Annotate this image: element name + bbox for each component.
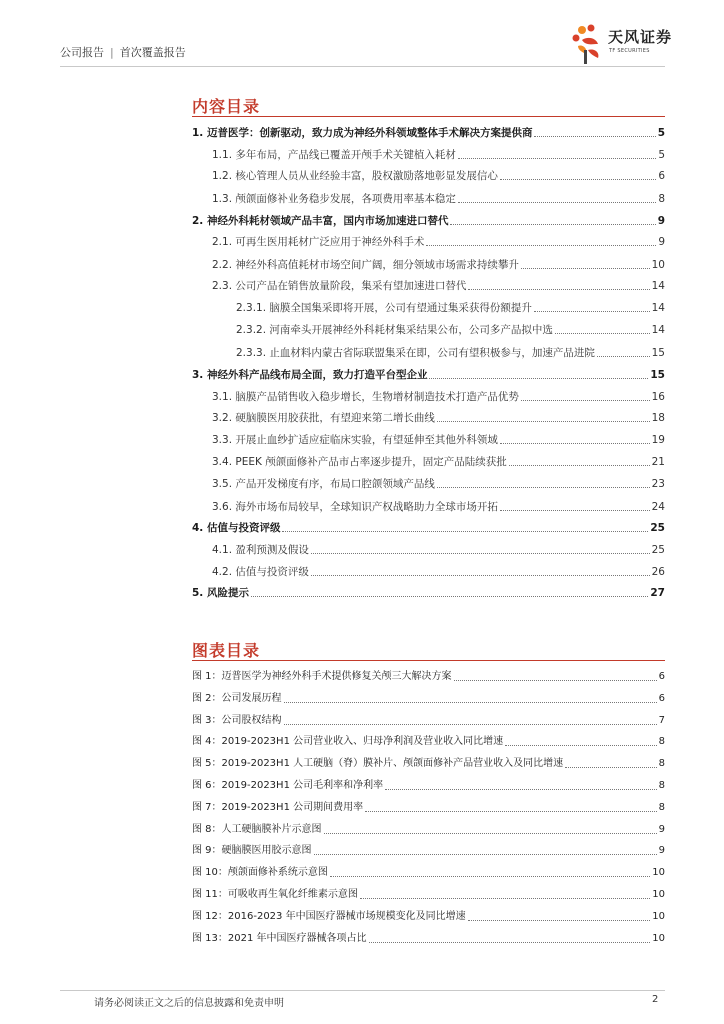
entry-page-number: 9 bbox=[658, 236, 665, 248]
entry-page-number: 8 bbox=[658, 801, 665, 813]
entry-label: 图 12：2016-2023 年中国医疗器械市场规模变化及同比增速 bbox=[192, 910, 466, 922]
entry-page-number: 7 bbox=[658, 714, 665, 726]
dot-leader bbox=[509, 464, 650, 466]
entry-label: 图 6：2019-2023H1 公司毛利率和净利率 bbox=[192, 780, 384, 791]
entry-label: 图 1：迈普医学为神经外科手术提供修复关颅三大解决方案 bbox=[192, 671, 452, 682]
figure-entry[interactable] bbox=[192, 819, 665, 837]
report-header bbox=[60, 44, 186, 60]
dot-leader bbox=[521, 399, 650, 401]
entry-page-number: 15 bbox=[651, 347, 665, 359]
page-number: 2 bbox=[652, 994, 659, 1005]
dot-leader bbox=[369, 941, 651, 943]
entry-label: 3.5. 产品开发梯度有序，布局口腔颌领域产品线 bbox=[212, 478, 435, 490]
entry-page-number: 25 bbox=[650, 522, 665, 534]
entry-label: 3.3. 开展止血纱扩适应症临床实验，有望延伸至其他外科领域 bbox=[212, 434, 498, 446]
entry-label: 3. 神经外科产品线布局全面，致力打造平台型企业 bbox=[192, 369, 428, 381]
toc-entry[interactable] bbox=[212, 275, 665, 293]
dot-leader bbox=[450, 223, 655, 225]
toc-entry[interactable] bbox=[192, 582, 665, 600]
header-divider bbox=[60, 66, 665, 67]
figure-entry[interactable] bbox=[192, 775, 665, 793]
toc-entry[interactable] bbox=[192, 210, 665, 228]
entry-label: 图 11：可吸收再生氧化纤维素示意图 bbox=[192, 889, 358, 900]
entry-page-number: 24 bbox=[651, 501, 665, 513]
entry-label: 3.1. 脑膜产品销售收入稳步增长，生物增材制造技术打造产品优势 bbox=[212, 391, 519, 403]
entry-label: 1.1. 多年布局，产品线已覆盖开颅手术关键植入耗材 bbox=[212, 149, 456, 161]
entry-label: 5. 风险提示 bbox=[192, 587, 249, 599]
dot-leader bbox=[534, 135, 655, 137]
entry-label: 图 13：2021 年中国医疗器械各项占比 bbox=[192, 932, 367, 944]
dot-leader bbox=[311, 552, 650, 554]
entry-label: 2.3.3. 止血材料内蒙古省际联盟集采在即，公司有望积极参与，加速产品进院 bbox=[236, 347, 595, 359]
entry-label: 2.1. 可再生医用耗材广泛应用于神经外科手术 bbox=[212, 236, 425, 248]
toc-entry[interactable] bbox=[212, 473, 665, 491]
entry-page-number: 14 bbox=[651, 280, 665, 292]
entry-label: 3.4. PEEK 颅颌面修补产品市占率逐步提升，固定产品陆续获批 bbox=[212, 456, 507, 468]
entry-page-number: 10 bbox=[651, 259, 665, 271]
dot-leader bbox=[458, 201, 656, 203]
entry-label: 4.1. 盈利预测及假设 bbox=[212, 544, 309, 556]
entry-label: 图 10：颅颌面修补系统示意图 bbox=[192, 867, 328, 879]
entry-page-number: 8 bbox=[658, 193, 665, 205]
entry-label: 4. 估值与投资评级 bbox=[192, 522, 281, 534]
figure-entry[interactable] bbox=[192, 797, 665, 815]
dot-leader bbox=[500, 509, 650, 511]
figures-title: 图表目录 bbox=[192, 641, 261, 660]
dot-leader bbox=[251, 595, 648, 597]
toc-entry[interactable] bbox=[212, 496, 665, 514]
entry-label: 图 3：公司股权结构 bbox=[192, 714, 282, 726]
dot-leader bbox=[597, 355, 650, 357]
dot-leader bbox=[454, 679, 657, 681]
entry-label: 2. 神经外科耗材领域产品丰富，国内市场加速进口替代 bbox=[192, 215, 449, 227]
entry-page-number: 9 bbox=[658, 823, 665, 835]
toc-entry[interactable] bbox=[212, 429, 665, 447]
toc-entry[interactable] bbox=[212, 254, 665, 272]
entry-label: 图 7：2019-2023H1 公司期间费用率 bbox=[192, 801, 364, 813]
entry-page-number: 21 bbox=[651, 456, 665, 468]
dot-leader bbox=[284, 723, 657, 725]
entry-page-number: 8 bbox=[658, 736, 665, 748]
dot-leader bbox=[282, 530, 648, 532]
toc-entry[interactable] bbox=[212, 188, 665, 206]
toc-entry[interactable] bbox=[212, 407, 665, 425]
dot-leader bbox=[468, 919, 651, 921]
dot-leader bbox=[385, 788, 657, 790]
toc-entry[interactable] bbox=[236, 342, 665, 360]
toc-entry[interactable] bbox=[212, 539, 665, 557]
entry-label: 图 8：人工硬脑膜补片示意图 bbox=[192, 823, 322, 835]
figure-entry[interactable] bbox=[192, 688, 665, 706]
toc-entry[interactable] bbox=[212, 451, 665, 469]
dot-leader bbox=[429, 377, 648, 379]
figures-title-rule bbox=[192, 660, 665, 661]
toc-entry[interactable] bbox=[212, 144, 665, 162]
toc-entry[interactable] bbox=[192, 364, 665, 382]
dot-leader bbox=[521, 267, 650, 269]
dot-leader bbox=[458, 157, 656, 159]
toc-title: 内容目录 bbox=[192, 97, 261, 116]
toc-title-rule bbox=[192, 116, 665, 117]
entry-page-number: 10 bbox=[652, 932, 665, 944]
report-type: 公司报告 bbox=[60, 46, 104, 59]
entry-page-number: 10 bbox=[652, 889, 665, 900]
brand-name-english: TF SECURITIES bbox=[609, 48, 650, 54]
dot-leader bbox=[505, 744, 657, 746]
entry-page-number: 5 bbox=[657, 127, 665, 139]
figure-entry[interactable] bbox=[192, 884, 665, 902]
entry-label: 1.2. 核心管理人员从业经验丰富，股权激励落地彰显发展信心 bbox=[212, 170, 498, 182]
entry-page-number: 16 bbox=[651, 391, 665, 403]
entry-page-number: 6 bbox=[658, 170, 665, 182]
figure-entry[interactable] bbox=[192, 710, 665, 728]
entry-page-number: 10 bbox=[652, 867, 665, 879]
entry-label: 图 2：公司发展历程 bbox=[192, 692, 282, 704]
dot-leader bbox=[360, 897, 650, 899]
dot-leader bbox=[324, 832, 657, 834]
dot-leader bbox=[468, 288, 649, 290]
dot-leader bbox=[437, 486, 650, 488]
figure-entry[interactable] bbox=[192, 862, 665, 880]
entry-label: 4.2. 估值与投资评级 bbox=[212, 566, 309, 578]
entry-label: 图 9：硬脑膜医用胶示意图 bbox=[192, 845, 312, 857]
entry-label: 3.6. 海外市场布局较早，全球知识产权战略助力全球市场开拓 bbox=[212, 501, 498, 513]
entry-page-number: 8 bbox=[658, 780, 665, 791]
figure-entry[interactable] bbox=[192, 753, 665, 771]
entry-label: 1.3. 颅颌面修补业务稳步发展，各项费用率基本稳定 bbox=[212, 193, 456, 205]
figure-entry[interactable] bbox=[192, 928, 665, 946]
toc-entry[interactable] bbox=[236, 297, 665, 315]
entry-page-number: 14 bbox=[651, 302, 665, 314]
entry-page-number: 26 bbox=[651, 566, 665, 578]
report-subtype: 首次覆盖报告 bbox=[119, 46, 186, 59]
figure-entry[interactable] bbox=[192, 666, 665, 684]
entry-page-number: 14 bbox=[651, 324, 665, 336]
toc-entry[interactable] bbox=[212, 386, 665, 404]
entry-page-number: 23 bbox=[651, 478, 665, 490]
entry-page-number: 18 bbox=[651, 412, 665, 424]
entry-label: 图 4：2019-2023H1 公司营业收入、归母净利润及营业收入同比增速 bbox=[192, 736, 504, 748]
entry-label: 3.2. 硬脑膜医用胶获批，有望迎来第二增长曲线 bbox=[212, 412, 435, 424]
entry-page-number: 25 bbox=[651, 544, 665, 556]
entry-page-number: 9 bbox=[657, 215, 665, 227]
dot-leader bbox=[534, 310, 650, 312]
toc-entry[interactable] bbox=[192, 517, 665, 535]
dot-leader bbox=[311, 574, 650, 576]
header-separator: | bbox=[110, 46, 114, 59]
dot-leader bbox=[555, 332, 650, 334]
entry-page-number: 6 bbox=[658, 671, 665, 682]
toc-entry[interactable] bbox=[236, 319, 665, 337]
dot-leader bbox=[365, 810, 657, 812]
figure-entry[interactable] bbox=[192, 840, 665, 858]
entry-page-number: 5 bbox=[658, 149, 665, 161]
figure-entry[interactable] bbox=[192, 906, 665, 924]
figure-entry[interactable] bbox=[192, 731, 665, 749]
dot-leader bbox=[426, 244, 656, 246]
dot-leader bbox=[565, 766, 657, 768]
toc-entry[interactable] bbox=[212, 165, 665, 183]
entry-page-number: 8 bbox=[658, 758, 665, 770]
entry-page-number: 27 bbox=[650, 587, 665, 599]
entry-label: 2.3.1. 脑膜全国集采即将开展，公司有望通过集采获得份额提升 bbox=[236, 302, 532, 314]
toc-entry[interactable] bbox=[212, 561, 665, 579]
entry-label: 2.3.2. 河南牵头开展神经外科耗材集采结果公布，公司多产品拟中选 bbox=[236, 324, 553, 336]
dot-leader bbox=[500, 178, 656, 180]
entry-label: 1. 迈普医学：创新驱动，致力成为神经外科领域整体手术解决方案提供商 bbox=[192, 127, 533, 139]
toc-entry[interactable] bbox=[192, 122, 665, 140]
dot-leader bbox=[500, 442, 650, 444]
entry-page-number: 19 bbox=[651, 434, 665, 446]
dot-leader bbox=[284, 701, 657, 703]
entry-page-number: 15 bbox=[650, 369, 665, 381]
entry-page-number: 6 bbox=[658, 692, 665, 704]
entry-page-number: 9 bbox=[658, 845, 665, 857]
dot-leader bbox=[437, 420, 650, 422]
entry-label: 图 5：2019-2023H1 人工硬脑（脊）膜补片、颅颌面修补产品营业收入及同比增速 bbox=[192, 758, 564, 770]
entry-page-number: 10 bbox=[652, 910, 665, 922]
dot-leader bbox=[314, 853, 657, 855]
footer-disclaimer: 请务必阅读正文之后的信息披露和免责申明 bbox=[94, 998, 284, 1009]
entry-label: 2.2. 神经外科高值耗材市场空间广阔，细分领域市场需求持续攀升 bbox=[212, 259, 519, 271]
footer-divider bbox=[60, 990, 665, 991]
toc-entry[interactable] bbox=[212, 231, 665, 249]
dot-leader bbox=[330, 875, 650, 877]
entry-label: 2.3. 公司产品在销售放量阶段，集采有望加速进口替代 bbox=[212, 280, 467, 292]
brand-name: 天风证券 bbox=[608, 28, 673, 46]
